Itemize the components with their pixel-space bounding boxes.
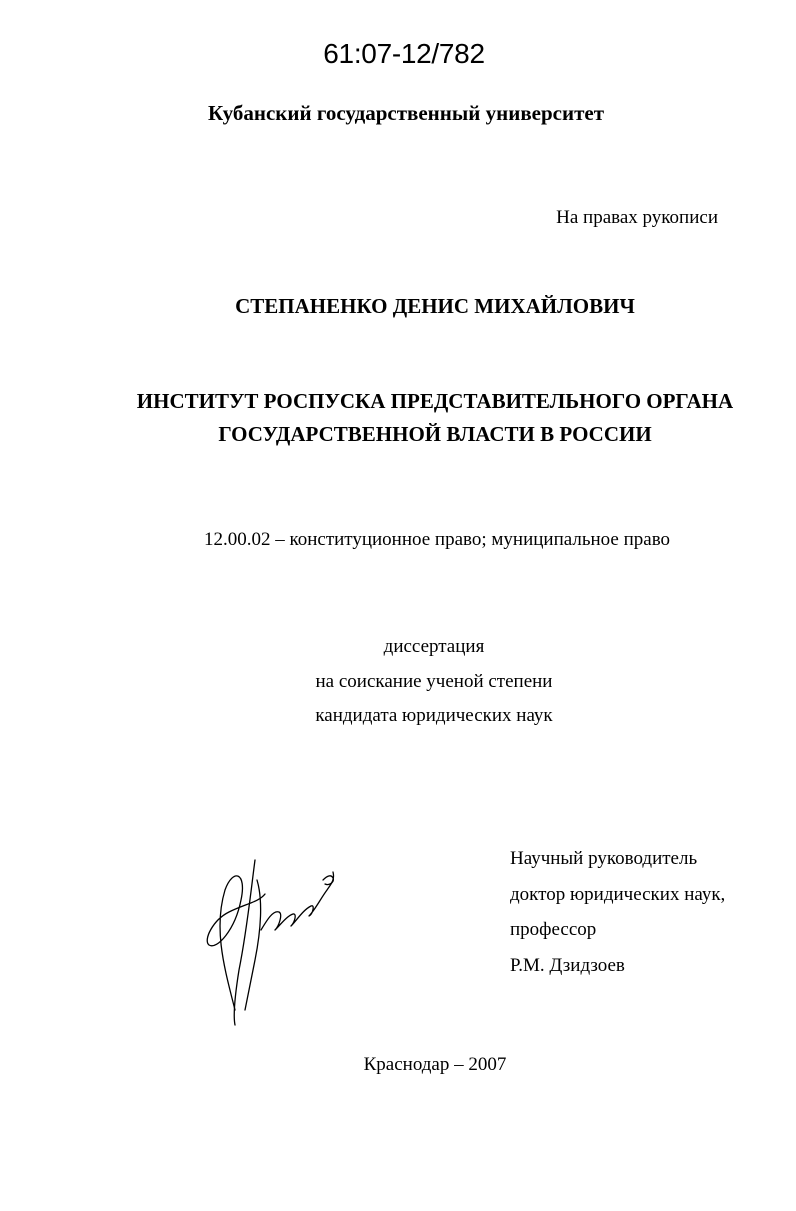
university-name: Кубанский государственный университет bbox=[207, 101, 605, 125]
author-name: СТЕПАНЕНКО ДЕНИС МИХАЙЛОВИЧ bbox=[235, 294, 635, 318]
degree-statement bbox=[0, 630, 796, 734]
degree-line: на соискание ученой степени bbox=[315, 670, 553, 692]
dissertation-title bbox=[0, 385, 796, 451]
title-line: ГОСУДАРСТВЕННОЙ ВЛАСТИ В РОССИИ bbox=[218, 422, 652, 446]
supervisor-line: Научный руководитель bbox=[510, 848, 698, 869]
specialty-code: 12.00.02 – конституционное право; муниципальное право bbox=[203, 529, 671, 550]
supervisor-line: Р.М. Дзидзоев bbox=[510, 954, 625, 976]
degree-line: кандидата юридических наук bbox=[315, 705, 553, 726]
title-line: ИНСТИТУТ РОСПУСКА ПРЕДСТАВИТЕЛЬНОГО ОРГАНА bbox=[136, 389, 734, 413]
supervisor-line: профессор bbox=[510, 919, 597, 940]
rights-notice: На правах рукописи bbox=[556, 207, 718, 228]
degree-line: диссертация bbox=[383, 636, 485, 657]
catalog-number: 61:07-12/782 bbox=[323, 38, 485, 69]
handwritten-signature bbox=[195, 850, 345, 1030]
supervisor-line: доктор юридических наук, bbox=[510, 883, 726, 905]
city-year: Краснодар – 2007 bbox=[363, 1054, 507, 1075]
supervisor-block bbox=[510, 841, 725, 983]
